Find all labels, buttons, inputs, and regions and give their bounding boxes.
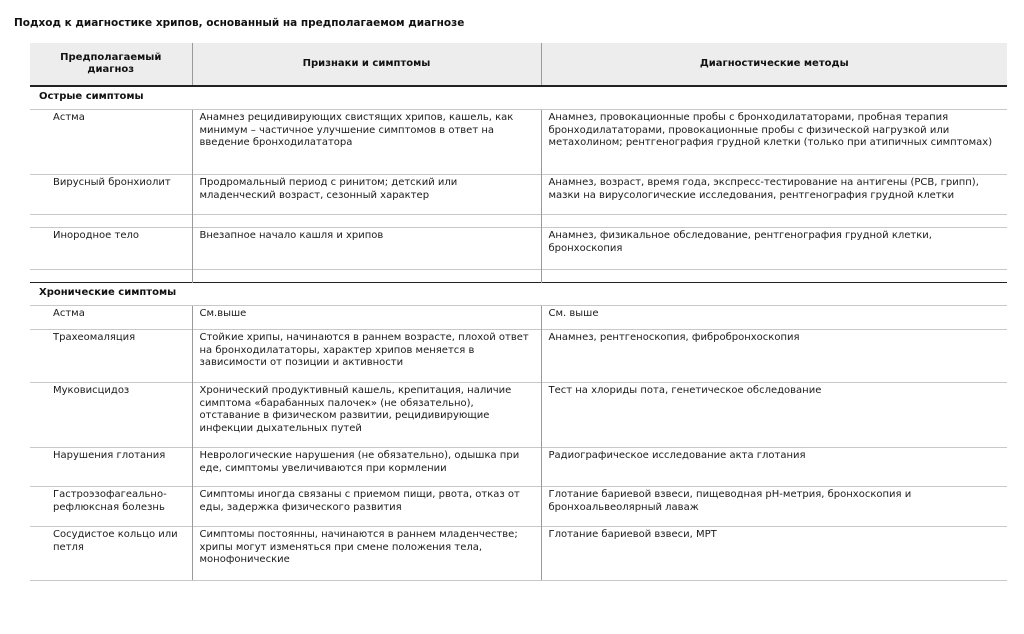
header-diagnosis: Предполагаемый диагноз [30,43,192,86]
diagnosis-table [30,43,1007,581]
table-row [30,383,1007,448]
cell-methods: Глотание бариевой взвеси, МРТ [541,527,1007,581]
cell-methods: Радиографическое исследование акта глотания [541,448,1007,487]
spacer-cell [30,270,192,283]
cell-signs: Стойкие хрипы, начинаются в раннем возрасте, плохой ответ на бронходилататоры, характер хрипов меняется в зависимости от позиции и активности [192,330,541,383]
cell-diagnosis: Вирусный бронхиолит [30,175,192,215]
cell-diagnosis: Инородное тело [30,228,192,270]
cell-diagnosis: Астма [30,306,192,330]
spacer-row [30,215,1007,228]
section-label-chronic: Хронические симптомы [30,283,1007,306]
cell-diagnosis: Трахеомаляция [30,330,192,383]
section-chronic [30,283,1007,306]
cell-methods: Глотание бариевой взвеси, пищеводная рН-метрия, бронхоскопия и бронхоальвеолярный лаваж [541,487,1007,527]
table-row [30,330,1007,383]
cell-methods: Анамнез, физикальное обследование, рентгенография грудной клетки, бронхоскопия [541,228,1007,270]
cell-methods: Тест на хлориды пота, генетическое обследование [541,383,1007,448]
cell-signs: Симптомы постоянны, начинаются в раннем младенчестве; хрипы могут изменяться при смене положения тела, монофонические [192,527,541,581]
cell-signs: Анамнез рецидивирующих свистящих хрипов, кашель, как минимум – частичное улучшение симптомов в ответ на введение бронходилататора [192,110,541,175]
cell-signs: Внезапное начало кашля и хрипов [192,228,541,270]
table-row [30,306,1007,330]
cell-methods: См. выше [541,306,1007,330]
table-row [30,175,1007,215]
cell-signs: Хронический продуктивный кашель, крепитация, наличие симптома «барабанных палочек» (не обязательно), отставание в физическом развитии, рецидивирующие инфекции дыхательных путей [192,383,541,448]
table-row [30,487,1007,527]
spacer-row [30,270,1007,283]
cell-methods: Анамнез, провокационные пробы с бронходилататорами, пробная терапия бронходилататорами, провокационные пробы с физической нагрузкой или метахолином; рентгенография грудной клетки (только при атипичных симптомах) [541,110,1007,175]
header-signs: Признаки и симптомы [192,43,541,86]
table-row [30,228,1007,270]
table-row [30,110,1007,175]
cell-diagnosis: Астма [30,110,192,175]
header-methods: Диагностические методы [541,43,1007,86]
section-acute [30,86,1007,110]
cell-signs: Симптомы иногда связаны с приемом пищи, рвота, отказ от еды, задержка физического развития [192,487,541,527]
table-row [30,448,1007,487]
cell-signs: См.выше [192,306,541,330]
cell-diagnosis: Гастроэзофагеально-рефлюксная болезнь [30,487,192,527]
cell-signs: Неврологические нарушения (не обязательно), одышка при еде, симптомы увеличиваются при кормлении [192,448,541,487]
spacer-cell [30,215,192,228]
cell-methods: Анамнез, возраст, время года, экспресс-тестирование на антигены (РСВ, грипп), мазки на вирусологические исследования, рентгенография грудной клетки [541,175,1007,215]
spacer-cell [541,270,1007,283]
document-title: Подход к диагностике хрипов, основанный на предполагаемом диагнозе [14,17,465,29]
spacer-cell [192,215,541,228]
table-row [30,527,1007,581]
cell-signs: Продромальный период с ринитом; детский или младенческий возраст, сезонный характер [192,175,541,215]
spacer-cell [541,215,1007,228]
cell-diagnosis: Сосудистое кольцо или петля [30,527,192,581]
table-header-row [30,43,1007,86]
cell-diagnosis: Муковисцидоз [30,383,192,448]
section-label-acute: Острые симптомы [39,91,144,103]
cell-methods: Анамнез, рентгеноскопия, фибробронхоскопия [541,330,1007,383]
cell-diagnosis: Нарушения глотания [30,448,192,487]
spacer-cell [192,270,541,283]
